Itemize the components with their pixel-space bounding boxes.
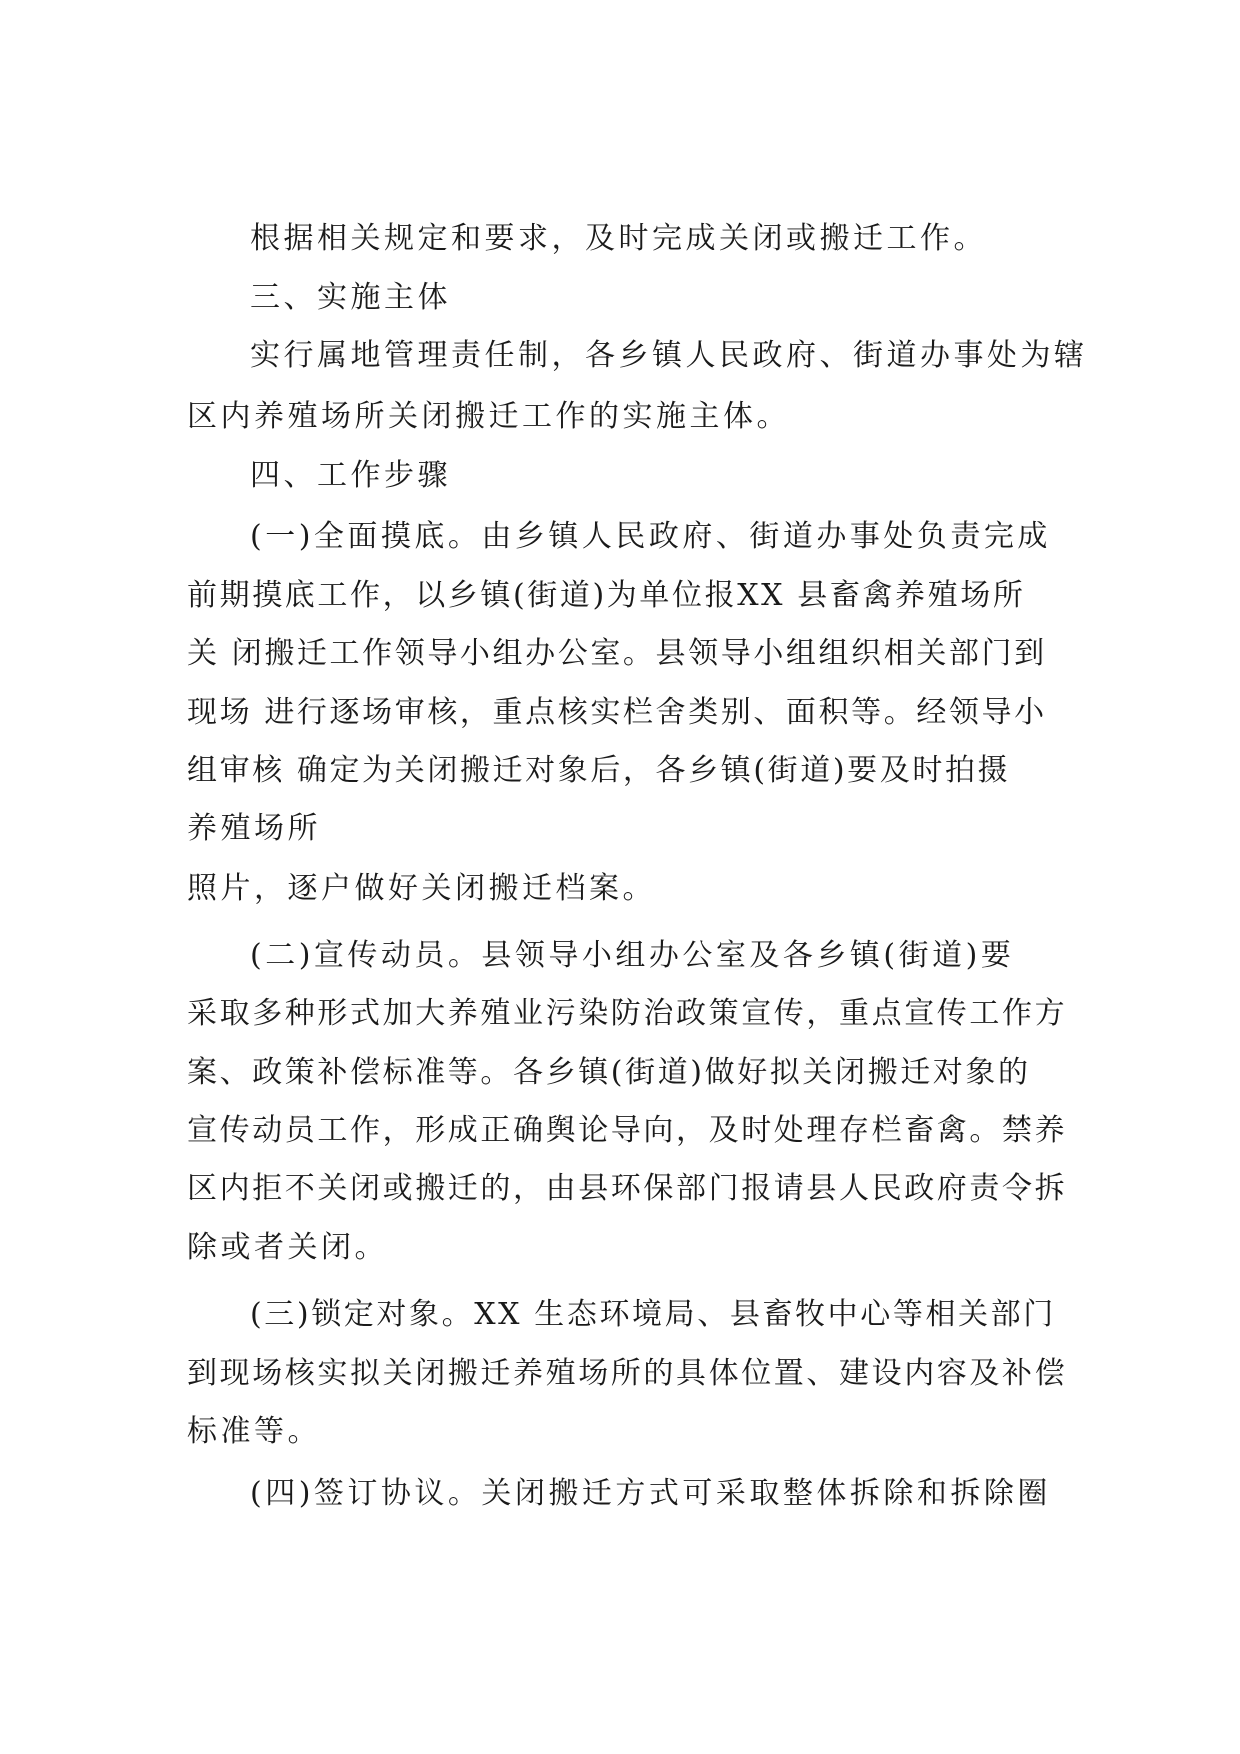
paragraph-line: (一)全面摸底。由乡镇人民政府、街道办事处负责完成 xyxy=(250,519,1051,554)
paragraph-line: 前期摸底工作，以乡镇(街道)为单位报XX 县畜禽养殖场所 xyxy=(187,578,1026,613)
paragraph-line: 除或者关闭。 xyxy=(187,1230,388,1265)
paragraph-line: 组审核 确定为关闭搬迁对象后，各乡镇(街道)要及时拍摄 xyxy=(187,753,1011,788)
paragraph-line: 根据相关规定和要求，及时完成关闭或搬迁工作。 xyxy=(250,221,987,256)
paragraph-line: 现场 进行逐场审核，重点核实栏舍类别、面积等。经领导小 xyxy=(187,695,1047,730)
paragraph-line: 标准等。 xyxy=(187,1414,321,1449)
paragraph-line: 区内养殖场所关闭搬迁工作的实施主体。 xyxy=(187,399,790,434)
paragraph-line: 照片，逐户做好关闭搬迁档案。 xyxy=(187,871,656,906)
paragraph-line: (四)签订协议。关闭搬迁方式可采取整体拆除和拆除圈 xyxy=(250,1476,1051,1511)
paragraph-line: 关 闭搬迁工作领导小组办公室。县领导小组组织相关部门到 xyxy=(187,636,1047,671)
section-heading-3: 三、实施主体 xyxy=(250,280,451,315)
paragraph-line: 宣传动员工作，形成正确舆论导向，及时处理存栏畜禽。禁养 xyxy=(187,1113,1068,1148)
paragraph-line: 采取多种形式加大养殖业污染防治政策宣传，重点宣传工作方 xyxy=(187,996,1068,1031)
paragraph-line: 实行属地管理责任制，各乡镇人民政府、街道办事处为辖 xyxy=(250,338,1088,373)
paragraph-line: 区内拒不关闭或搬迁的，由县环保部门报请县人民政府责令拆 xyxy=(187,1171,1068,1206)
paragraph-line: 案、政策补偿标准等。各乡镇(街道)做好拟关闭搬迁对象的 xyxy=(187,1055,1031,1090)
section-heading-4: 四、工作步骤 xyxy=(250,458,451,493)
paragraph-line: (二)宣传动员。县领导小组办公室及各乡镇(街道)要 xyxy=(250,938,1015,973)
paragraph-line: 到现场核实拟关闭搬迁养殖场所的具体位置、建设内容及补偿 xyxy=(187,1356,1068,1391)
paragraph-line: (三)锁定对象。XX 生态环境局、县畜牧中心等相关部门 xyxy=(250,1297,1056,1332)
paragraph-line: 养殖场所 xyxy=(187,811,321,846)
